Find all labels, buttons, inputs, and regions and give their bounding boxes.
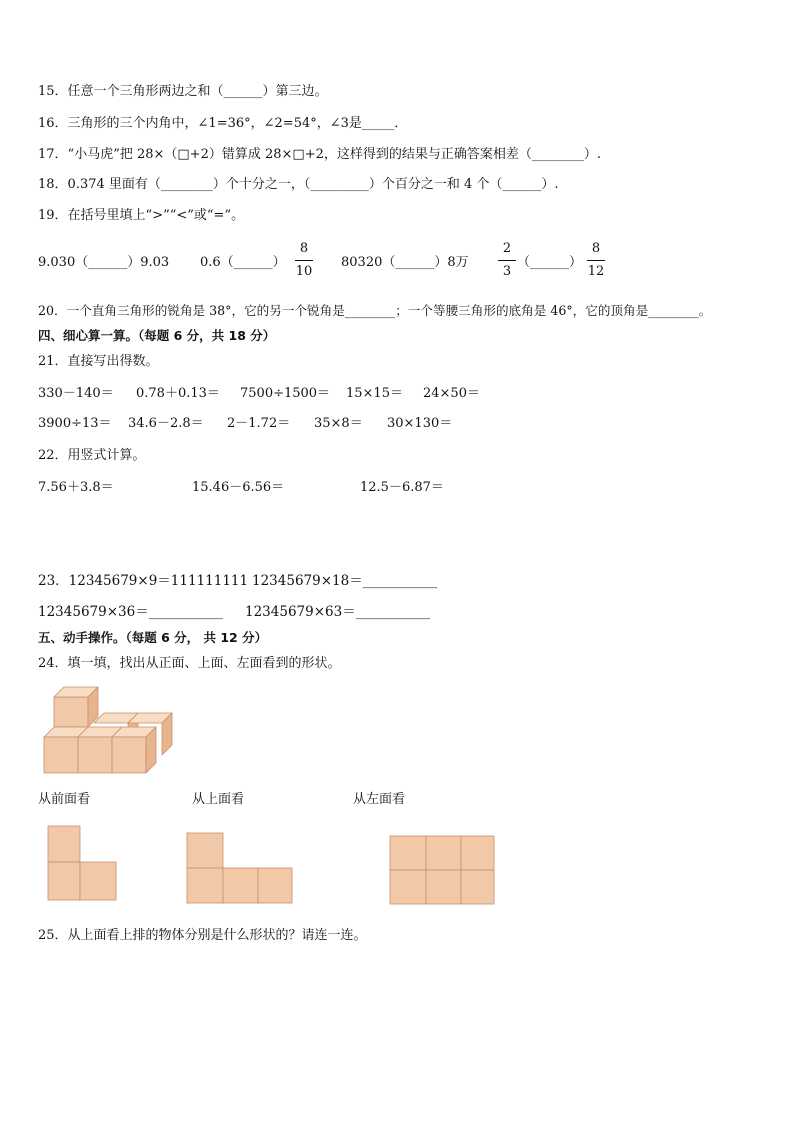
question-23-line1b: 12345679×18＝___________ <box>252 573 437 589</box>
cube-front-face <box>78 737 112 773</box>
square-cell <box>426 836 461 870</box>
top-view-shape <box>185 831 295 905</box>
question-20: 20．一个直角三角形的锐角是 38°，它的另一个锐角是________；一个等腰三角形的底角是 46°，它的顶角是________。 <box>38 303 712 318</box>
square-cell <box>223 868 258 903</box>
calc-item: 0.78＋0.13＝ <box>136 386 220 401</box>
question-25: 25．从上面看上排的物体分别是什么形状的？请连一连。 <box>38 928 367 943</box>
square-cell <box>461 870 494 904</box>
vertical-calc-item: 15.46－6.56＝ <box>192 480 285 495</box>
calc-item: 34.6－2.8＝ <box>128 416 204 431</box>
compare-item-b-left: 0.6（______） <box>200 255 286 270</box>
question-19: 19．在括号里填上“>”“<”或“=”。 <box>38 208 245 223</box>
vertical-calc-item: 7.56＋3.8＝ <box>38 480 114 495</box>
cube-stack-figure <box>38 683 178 783</box>
square-cell <box>461 836 494 870</box>
question-17: 17．“小马虎”把 28×（□+2）错算成 28×□+2，这样得到的结果与正确答案相差（________）. <box>38 147 601 162</box>
calc-item: 3900÷13＝ <box>38 416 112 431</box>
cube-front-face <box>54 697 88 727</box>
calc-item: 30×130＝ <box>387 416 453 431</box>
view-label-left: 从左面看 <box>353 792 406 807</box>
vertical-calc-item: 12.5－6.87＝ <box>360 480 444 495</box>
question-23-line1a: 23．12345679×9＝111111111 <box>38 573 249 589</box>
calc-item: 15×15＝ <box>346 386 403 401</box>
square-cell <box>80 862 116 900</box>
view-label-top: 从上面看 <box>192 792 245 807</box>
numerator: 2 <box>502 241 512 256</box>
fraction-8-10 <box>293 241 315 280</box>
calc-item: 24×50＝ <box>423 386 480 401</box>
calc-item: 35×8＝ <box>314 416 363 431</box>
square-cell <box>187 868 223 903</box>
view-label-front: 从前面看 <box>38 792 91 807</box>
square-cell <box>426 870 461 904</box>
left-view-shape <box>388 834 498 906</box>
question-15: 15．任意一个三角形两边之和（______）第三边。 <box>38 84 328 99</box>
compare-item-d-mid: （______） <box>517 255 583 270</box>
question-16: 16．三角形的三个内角中，∠1=36°，∠2=54°，∠3是_____． <box>38 116 408 131</box>
calc-item: 7500÷1500＝ <box>240 386 331 401</box>
section-5-heading: 五、动手操作。（每题 6 分， 共 12 分） <box>38 630 268 645</box>
square-cell <box>390 836 426 870</box>
calc-item: 330－140＝ <box>38 386 114 401</box>
denominator: 3 <box>502 264 512 279</box>
question-23-line2b: 12345679×63＝___________ <box>245 604 430 620</box>
question-18: 18．0.374 里面有（________）个十分之一，（_________）个百分之一和 4 个（______）. <box>38 177 559 192</box>
numerator: 8 <box>591 241 601 256</box>
question-23-line2a: 12345679×36＝___________ <box>38 604 223 620</box>
compare-item-c: 80320（______）8万 <box>341 255 469 270</box>
calc-item: 2－1.72＝ <box>227 416 291 431</box>
front-view-shape <box>46 824 118 902</box>
cube-front-face <box>112 737 146 773</box>
question-22: 22．用竖式计算。 <box>38 448 146 463</box>
fraction-8-12 <box>585 241 607 280</box>
square-cell <box>48 826 80 862</box>
question-24: 24．填一填，找出从正面、上面、左面看到的形状。 <box>38 656 341 671</box>
square-cell <box>187 833 223 868</box>
square-cell <box>258 868 292 903</box>
square-cell <box>48 862 80 900</box>
compare-item-a: 9.030（______）9.03 <box>38 255 170 270</box>
section-4-heading: 四、细心算一算。（每题 6 分，共 18 分） <box>38 328 276 343</box>
fraction-2-3 <box>496 241 518 280</box>
denominator: 10 <box>295 264 313 279</box>
cube-front-face <box>44 737 78 773</box>
question-21: 21．直接写出得数。 <box>38 354 159 369</box>
denominator: 12 <box>587 264 605 279</box>
numerator: 8 <box>299 241 309 256</box>
square-cell <box>390 870 426 904</box>
